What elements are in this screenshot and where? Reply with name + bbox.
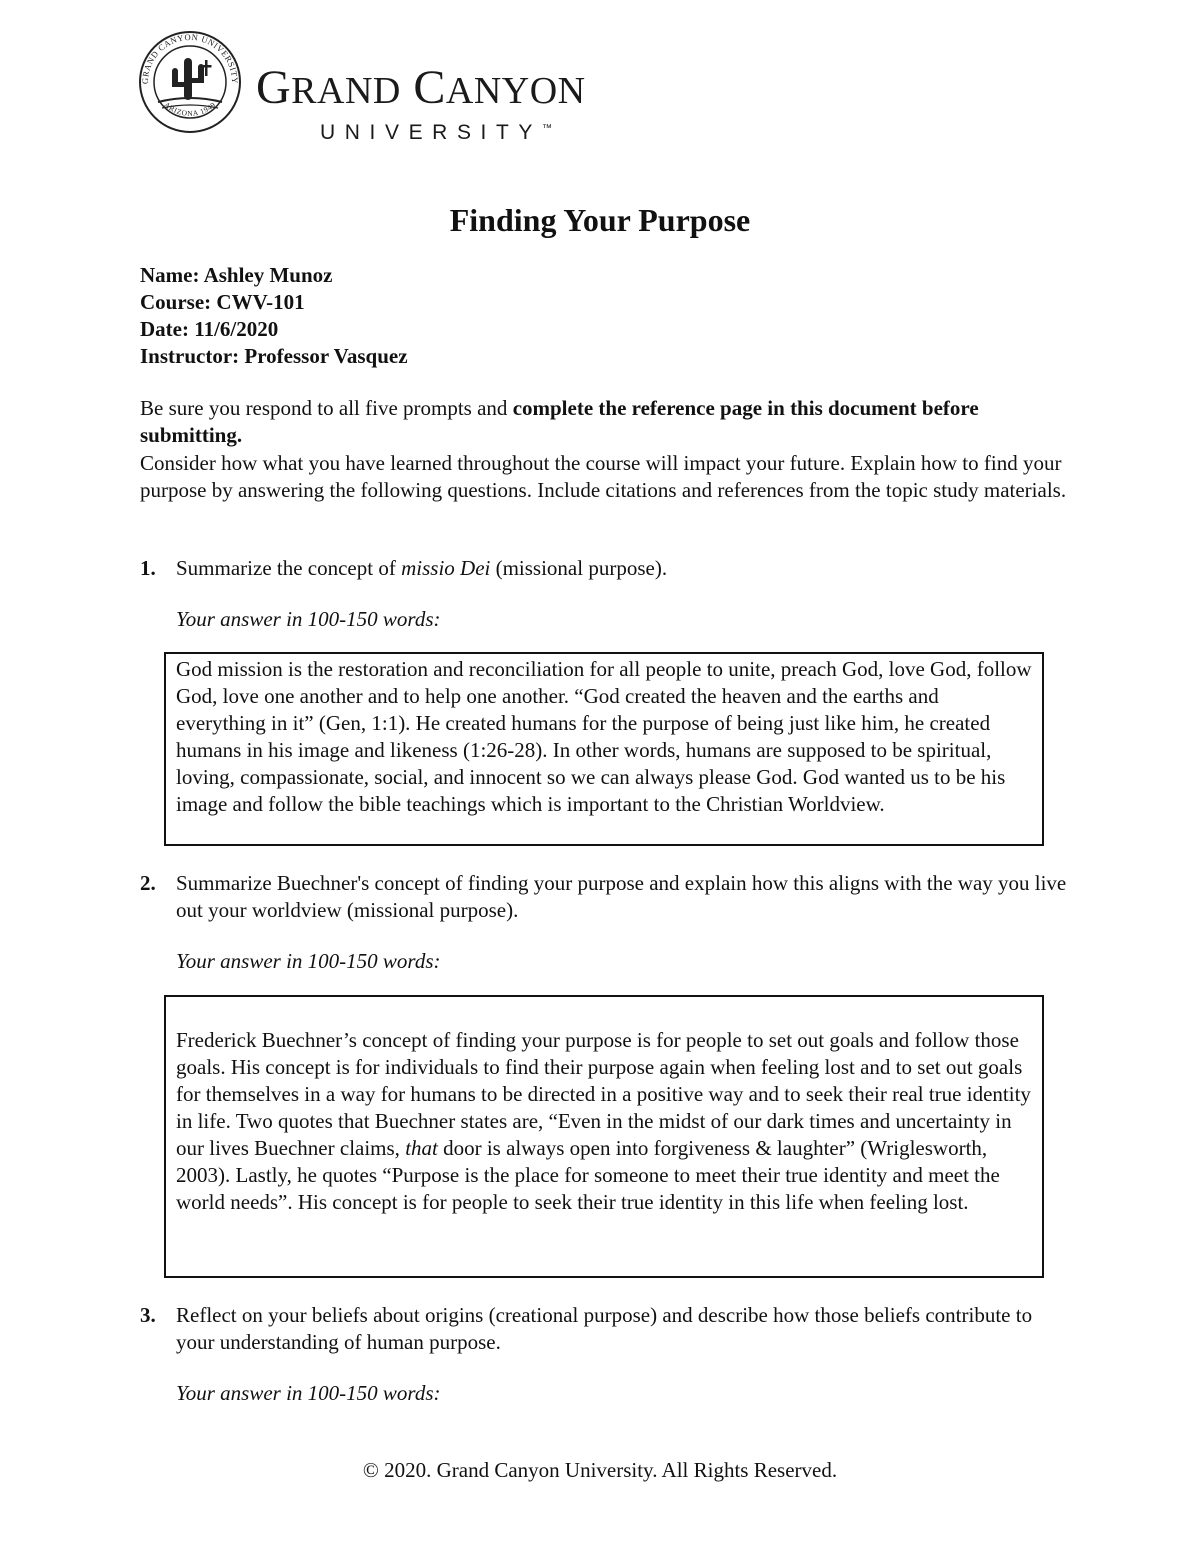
instructions-bold-text: complete the reference page in this document before submitting. (140, 396, 979, 447)
question-text: Reflect on your beliefs about origins (creational purpose) and describe how those beliefs contribute to your understanding of human purpose. (176, 1303, 1033, 1354)
question-text-part: (missional purpose). (490, 556, 668, 580)
question-2 (140, 870, 1070, 924)
instructions-body: Consider how what you have learned throughout the course will impact your future. Explain how to find your purpose by answering the following questions. Include citations and references from the topic study materials. (140, 451, 1067, 502)
question-text (176, 555, 1070, 582)
university-logo (138, 30, 698, 144)
university-subtitle (320, 117, 552, 145)
page-title: Finding Your Purpose (449, 202, 751, 238)
university-name (256, 61, 586, 115)
answer-italic-word: that (405, 1136, 438, 1160)
copyright-footer: © 2020. Grand Canyon University. All Rights Reserved. (362, 1458, 838, 1482)
answer-box-2[interactable] (164, 995, 1044, 1278)
student-name: Name: Ashley Munoz (140, 263, 333, 287)
answer-box-1[interactable]: God mission is the restoration and reconciliation for all people to unite, preach God, love God, follow God, love one another and to help one another. “God created the heaven and the earths and everything in it” (Gen, 1:1). He created humans for the purpose of being just like him, he created humans in his image and likeness (1:26-28). In other words, humans are supposed to be spiritual, loving, compassionate, social, and innocent so we can always please God. God wanted us to be his image and follow the bible teachings which is important to the Christian Worldview. (164, 652, 1044, 846)
question-number: 1. (140, 556, 156, 580)
question-3 (140, 1302, 1070, 1356)
instructions-lead (140, 395, 1070, 449)
question-number: 2. (140, 871, 156, 895)
instructions-lead-text: Be sure you respond to all five prompts and (140, 396, 513, 420)
seal-text-bottom: ARIZONA 1949 (162, 100, 218, 118)
seal-text-top: GRAND CANYON UNIVERSITY (139, 31, 241, 85)
answer-text-part: door is always open into forgiveness & laughter” (Wriglesworth, 2003). Lastly, he quotes “Purpose is the place for someone to meet their true identity and meet the world needs”. His concept is for people to seek their true identity in this life when feeling lost. (176, 1136, 1000, 1214)
course-code: Course: CWV-101 (140, 290, 305, 314)
question-italic-term: missio Dei (401, 556, 491, 580)
instructor-name: Instructor: Professor Vasquez (140, 344, 408, 368)
question-text-part: Summarize the concept of (176, 556, 402, 580)
trademark-mark: ™ (542, 123, 553, 134)
question-1 (140, 555, 1070, 582)
question-number: 3. (140, 1303, 156, 1327)
university-name-line1: GRAND CANYON (256, 61, 586, 114)
answer-text-part: Frederick Buechner’s concept of finding your purpose is for people to set out goals and follow those goals. His concept is for individuals to find their purpose again when feeling lost and to set out goals for themselves in a way for humans to be directed in a positive way and to seek their real true identity in life. Two quotes that Buechner states are, “Even in the midst of our dark times and uncertainty in our lives Buechner claims, (176, 1028, 1031, 1160)
svg-text:ARIZONA 1949 (162, 100, 217, 118)
answer-prompt: Your answer in 100-150 words: (176, 607, 441, 631)
question-text: Summarize Buechner's concept of finding your purpose and explain how this aligns with the way you live out your worldview (missional purpose). (176, 871, 1067, 922)
submission-date: Date: 11/6/2020 (140, 317, 279, 341)
student-info (140, 262, 408, 370)
answer-prompt: Your answer in 100-150 words: (176, 1381, 441, 1405)
university-subtitle-text: UNIVERSITY (320, 121, 543, 144)
answer-prompt: Your answer in 100-150 words: (176, 949, 441, 973)
university-seal-icon (138, 30, 242, 134)
